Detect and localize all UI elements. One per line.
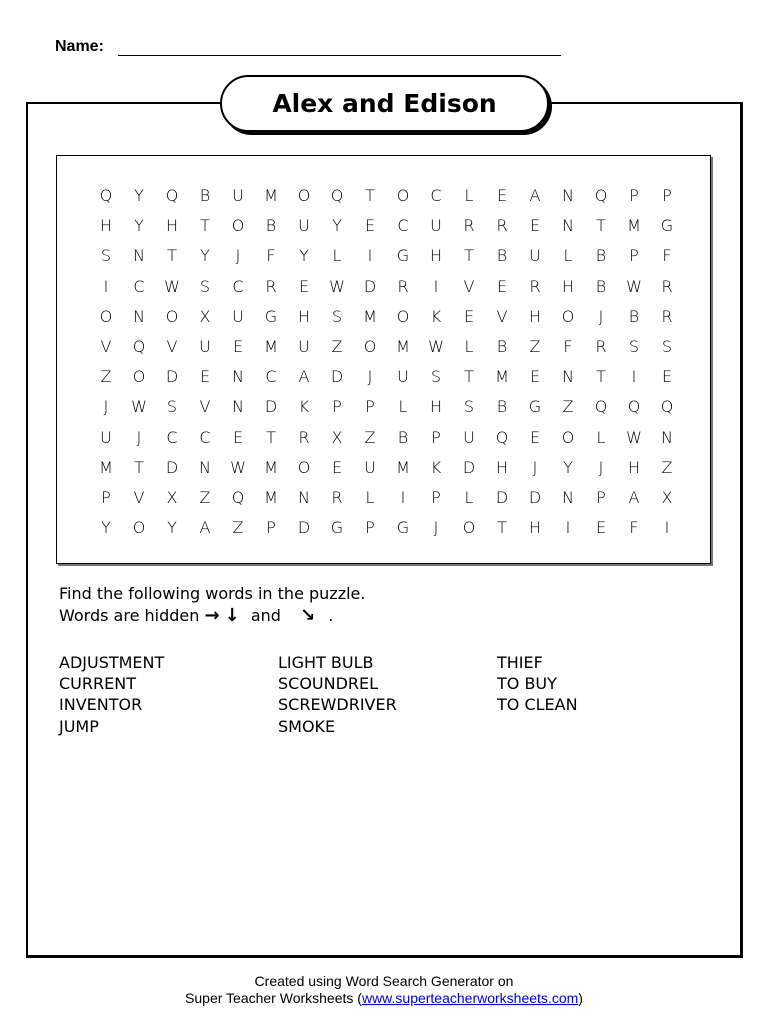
grid-letter: A bbox=[298, 367, 310, 387]
instructions-period: . bbox=[328, 606, 334, 625]
grid-letter: S bbox=[331, 306, 343, 326]
grid-letter: O bbox=[462, 518, 476, 538]
grid-letter: S bbox=[166, 397, 178, 417]
grid-letter: N bbox=[232, 397, 244, 417]
grid-letter: J bbox=[136, 427, 142, 447]
page-title: Alex and Edison bbox=[272, 89, 497, 118]
grid-letter: H bbox=[627, 457, 641, 477]
grid-letter: A bbox=[529, 186, 541, 205]
grid-letter: E bbox=[529, 427, 541, 447]
grid-letter: R bbox=[463, 216, 475, 236]
grid-letter: S bbox=[199, 276, 211, 296]
grid-letter: H bbox=[528, 306, 542, 326]
grid-letter: N bbox=[199, 457, 211, 477]
grid-letter: H bbox=[528, 518, 542, 538]
grid-letter: M bbox=[99, 457, 113, 477]
grid-letter: T bbox=[464, 246, 474, 266]
grid-letter: U bbox=[199, 337, 211, 356]
grid-letter: W bbox=[230, 457, 246, 477]
grid-letter: I bbox=[565, 518, 571, 538]
grid-letter: Y bbox=[200, 246, 210, 266]
grid-letter: O bbox=[561, 306, 575, 326]
footer-line1: Created using Word Search Generator on bbox=[254, 973, 514, 989]
grid-letter: U bbox=[100, 427, 112, 447]
grid-letter: W bbox=[626, 276, 642, 296]
grid-letter: U bbox=[463, 427, 475, 447]
grid-letter: E bbox=[529, 216, 541, 236]
grid-letter: S bbox=[100, 246, 112, 266]
grid-letter: H bbox=[429, 397, 443, 417]
grid-letter: N bbox=[133, 246, 145, 266]
grid-letter: V bbox=[100, 337, 112, 356]
grid-letter: O bbox=[231, 216, 245, 236]
grid-letter: N bbox=[562, 216, 574, 236]
grid-letter: X bbox=[331, 427, 343, 447]
word-list-item: JUMP bbox=[59, 716, 99, 736]
grid-letter: L bbox=[332, 246, 342, 266]
grid-letter: V bbox=[133, 488, 145, 507]
grid-letter: O bbox=[99, 306, 113, 326]
grid-letter: Q bbox=[231, 488, 245, 507]
grid-letter: L bbox=[464, 186, 474, 205]
grid-letter: P bbox=[596, 488, 606, 507]
footer-link[interactable]: www.superteacherworksheets.com bbox=[361, 990, 579, 1006]
grid-letter: S bbox=[661, 337, 673, 356]
grid-letter: D bbox=[495, 488, 509, 507]
grid-letter: N bbox=[562, 488, 574, 507]
grid-letter: N bbox=[661, 427, 673, 447]
grid-letter: M bbox=[264, 337, 278, 356]
grid-letter: V bbox=[166, 337, 178, 356]
grid-letter: R bbox=[595, 337, 607, 356]
grid-letter: Q bbox=[627, 397, 641, 417]
grid-letter: L bbox=[596, 427, 606, 447]
grid-letter: E bbox=[661, 367, 673, 387]
grid-letter: V bbox=[496, 306, 508, 326]
grid-letter: I bbox=[400, 488, 406, 507]
word-list-item: INVENTOR bbox=[59, 695, 143, 715]
grid-letter: H bbox=[297, 306, 311, 326]
grid-letter: M bbox=[396, 457, 410, 477]
word-list-item: SMOKE bbox=[278, 716, 336, 736]
word-list-item: TO CLEAN bbox=[497, 695, 578, 715]
word-list-item: SCREWDRIVER bbox=[278, 695, 397, 715]
grid-letter: L bbox=[464, 488, 474, 507]
grid-letter: F bbox=[563, 337, 573, 356]
grid-letter: Z bbox=[100, 367, 112, 387]
grid-letter: Q bbox=[132, 337, 146, 356]
grid-letter: O bbox=[396, 306, 410, 326]
grid-letter: W bbox=[131, 397, 147, 417]
grid-letter: P bbox=[101, 488, 111, 507]
grid-letter: B bbox=[595, 246, 607, 266]
grid-letter: E bbox=[331, 457, 343, 477]
grid-letter: T bbox=[497, 518, 507, 538]
grid-letter: S bbox=[463, 397, 475, 417]
grid-letter: N bbox=[298, 488, 310, 507]
grid-letter: E bbox=[199, 367, 211, 387]
grid-letter: D bbox=[462, 457, 476, 477]
grid-letter: K bbox=[298, 397, 310, 417]
grid-letter: O bbox=[132, 518, 146, 538]
grid-letter: Z bbox=[562, 397, 574, 417]
grid-letter: B bbox=[628, 306, 640, 326]
grid-letter: P bbox=[431, 488, 441, 507]
grid-letter: L bbox=[563, 246, 573, 266]
grid-letter: G bbox=[396, 518, 410, 538]
grid-letter: Z bbox=[232, 518, 244, 538]
grid-letter: Z bbox=[364, 427, 376, 447]
grid-letter: B bbox=[496, 246, 508, 266]
grid-letter: H bbox=[99, 216, 113, 236]
title-banner bbox=[220, 75, 549, 132]
grid-letter: J bbox=[433, 518, 439, 538]
grid-letter: R bbox=[661, 276, 673, 296]
grid-letter: U bbox=[529, 246, 541, 266]
grid-letter: C bbox=[232, 276, 244, 296]
grid-letter: W bbox=[428, 337, 444, 356]
grid-letter: M bbox=[396, 337, 410, 356]
grid-letter: C bbox=[166, 427, 178, 447]
grid-letter: Y bbox=[299, 246, 309, 266]
grid-letter: R bbox=[298, 427, 310, 447]
grid-letter: I bbox=[103, 276, 109, 296]
grid-letter: B bbox=[595, 276, 607, 296]
grid-letter: P bbox=[431, 427, 441, 447]
grid-letter: C bbox=[133, 276, 145, 296]
grid-letter: X bbox=[661, 488, 673, 507]
grid-letter: Q bbox=[330, 186, 344, 205]
arrow-down-icon: ↓ bbox=[224, 605, 240, 626]
grid-letter: O bbox=[363, 337, 377, 356]
grid-letter: R bbox=[496, 216, 508, 236]
grid-letter: J bbox=[532, 457, 538, 477]
grid-letter: I bbox=[664, 518, 670, 538]
grid-letter: P bbox=[662, 186, 672, 205]
grid-letter: P bbox=[365, 518, 375, 538]
grid-letter: Z bbox=[199, 488, 211, 507]
grid-letter: I bbox=[367, 246, 373, 266]
grid-letter: Y bbox=[332, 216, 342, 236]
grid-letter: C bbox=[265, 367, 277, 387]
grid-letter: F bbox=[629, 518, 639, 538]
grid-letter: B bbox=[265, 216, 277, 236]
grid-letter: P bbox=[629, 186, 639, 205]
grid-letter: G bbox=[660, 216, 674, 236]
footer-line2 bbox=[0, 990, 768, 1006]
instructions-line1: Find the following words in the puzzle. bbox=[59, 584, 366, 603]
grid-letter: T bbox=[365, 186, 375, 205]
grid-letter: F bbox=[266, 246, 276, 266]
word-list-item: LIGHT BULB bbox=[278, 653, 374, 672]
grid-letter: G bbox=[330, 518, 344, 538]
grid-letter: U bbox=[364, 457, 376, 477]
grid-letter: E bbox=[364, 216, 376, 236]
grid-letter: T bbox=[167, 246, 177, 266]
grid-letter: J bbox=[598, 457, 604, 477]
grid-letter: H bbox=[165, 216, 179, 236]
grid-letter: R bbox=[397, 276, 409, 296]
grid-letter: O bbox=[297, 186, 311, 205]
grid-letter: M bbox=[363, 306, 377, 326]
grid-letter: Q bbox=[495, 427, 509, 447]
grid-letter: M bbox=[264, 457, 278, 477]
name-label: Name: bbox=[55, 38, 104, 55]
name-line[interactable] bbox=[118, 55, 561, 56]
grid-letter: K bbox=[430, 306, 442, 326]
grid-letter: I bbox=[631, 367, 637, 387]
grid-letter: M bbox=[264, 186, 278, 205]
grid-letter: B bbox=[496, 337, 508, 356]
grid-letter: U bbox=[298, 216, 310, 236]
grid-letter: R bbox=[331, 488, 343, 507]
grid-letter: Y bbox=[101, 518, 111, 538]
grid-letter: D bbox=[165, 457, 179, 477]
grid-letter: S bbox=[430, 367, 442, 387]
grid-letter: R bbox=[661, 306, 673, 326]
grid-letter: T bbox=[464, 367, 474, 387]
grid-letter: H bbox=[495, 457, 509, 477]
grid-letter: N bbox=[562, 186, 574, 205]
grid-letter: O bbox=[165, 306, 179, 326]
grid-letter: F bbox=[662, 246, 672, 266]
grid-letter: D bbox=[528, 488, 542, 507]
grid-letter: T bbox=[596, 367, 606, 387]
grid-letter: Q bbox=[660, 397, 674, 417]
grid-letter: Y bbox=[563, 457, 573, 477]
grid-letter: T bbox=[596, 216, 606, 236]
grid-letter: U bbox=[232, 306, 244, 326]
grid-letter: K bbox=[430, 457, 442, 477]
grid-letter: E bbox=[463, 306, 475, 326]
grid-letter: E bbox=[496, 276, 508, 296]
arrow-right-icon: → bbox=[204, 605, 220, 626]
grid-letter: Q bbox=[594, 186, 608, 205]
grid-letter: P bbox=[332, 397, 342, 417]
grid-letter: J bbox=[235, 246, 241, 266]
grid-letter: H bbox=[429, 246, 443, 266]
grid-letter: G bbox=[264, 306, 278, 326]
word-list-item: ADJUSTMENT bbox=[59, 653, 165, 672]
grid-letter: G bbox=[528, 397, 542, 417]
grid-letter: V bbox=[463, 276, 475, 296]
grid-letter: Q bbox=[99, 186, 113, 205]
grid-letter: A bbox=[628, 488, 640, 507]
grid-letter: C bbox=[199, 427, 211, 447]
grid-letter: A bbox=[199, 518, 211, 538]
grid-letter: E bbox=[496, 186, 508, 205]
grid-letter: U bbox=[298, 337, 310, 356]
grid-letter: P bbox=[266, 518, 276, 538]
grid-letter: Y bbox=[167, 518, 177, 538]
grid-letter: M bbox=[495, 367, 509, 387]
arrow-diagonal-icon: ↘ bbox=[300, 605, 316, 626]
grid-letter: U bbox=[232, 186, 244, 205]
grid-letter: L bbox=[365, 488, 375, 507]
grid-letter: R bbox=[529, 276, 541, 296]
grid-letter: P bbox=[629, 246, 639, 266]
grid-letter: T bbox=[134, 457, 144, 477]
grid-letter: Q bbox=[594, 397, 608, 417]
word-list-item: SCOUNDREL bbox=[278, 674, 379, 694]
grid-letter: J bbox=[598, 306, 604, 326]
word-list-item: THIEF bbox=[497, 653, 543, 672]
grid-letter: E bbox=[232, 427, 244, 447]
grid-letter: C bbox=[397, 216, 409, 236]
grid-letter: D bbox=[297, 518, 311, 538]
footer-suffix: ) bbox=[578, 990, 583, 1006]
grid-letter: P bbox=[365, 397, 375, 417]
grid-letter: Y bbox=[134, 186, 144, 205]
grid-letter: W bbox=[164, 276, 180, 296]
grid-letter: U bbox=[430, 216, 442, 236]
grid-letter: O bbox=[561, 427, 575, 447]
grid-letter: T bbox=[266, 427, 276, 447]
instructions-and: and bbox=[250, 606, 281, 625]
word-list-item: TO BUY bbox=[497, 674, 557, 694]
grid-letter: Z bbox=[529, 337, 541, 356]
grid-letter: D bbox=[165, 367, 179, 387]
grid-letter: L bbox=[398, 397, 408, 417]
grid-letter: E bbox=[232, 337, 244, 356]
grid-letter: H bbox=[561, 276, 575, 296]
grid-letter: J bbox=[367, 367, 373, 387]
grid-letter: R bbox=[265, 276, 277, 296]
grid-letter: L bbox=[464, 337, 474, 356]
grid-letter: V bbox=[199, 397, 211, 417]
grid-letter: B bbox=[397, 427, 409, 447]
grid-letter: Z bbox=[331, 337, 343, 356]
grid-letter: X bbox=[199, 306, 211, 326]
grid-letter: Z bbox=[661, 457, 673, 477]
footer-prefix: Super Teacher Worksheets ( bbox=[185, 990, 362, 1006]
grid-letter: N bbox=[232, 367, 244, 387]
grid-letter: M bbox=[264, 488, 278, 507]
grid-letter: M bbox=[627, 216, 641, 236]
grid-letter: O bbox=[132, 367, 146, 387]
grid-letter: D bbox=[330, 367, 344, 387]
grid-letter: I bbox=[433, 276, 439, 296]
instructions-prefix: Words are hidden bbox=[59, 606, 200, 625]
grid-letter: J bbox=[103, 397, 109, 417]
grid-letter: X bbox=[166, 488, 178, 507]
grid-letter: U bbox=[397, 367, 409, 387]
grid-letter: Y bbox=[134, 216, 144, 236]
grid-letter: B bbox=[496, 397, 508, 417]
grid-letter: T bbox=[200, 216, 210, 236]
instructions-line2 bbox=[59, 605, 333, 626]
grid-letter: N bbox=[133, 306, 145, 326]
grid-letter: C bbox=[430, 186, 442, 205]
grid-letter: D bbox=[363, 276, 377, 296]
grid-letter: E bbox=[298, 276, 310, 296]
grid-letter: G bbox=[396, 246, 410, 266]
grid-letter: D bbox=[264, 397, 278, 417]
grid-letter: N bbox=[562, 367, 574, 387]
word-list-item: CURRENT bbox=[59, 674, 136, 694]
grid-letter: Q bbox=[165, 186, 179, 205]
grid-letter: O bbox=[297, 457, 311, 477]
grid-letter: S bbox=[628, 337, 640, 356]
grid-letter: E bbox=[595, 518, 607, 538]
grid-letter: W bbox=[626, 427, 642, 447]
grid-letter: W bbox=[329, 276, 345, 296]
grid-letter: O bbox=[396, 186, 410, 205]
grid-letter: B bbox=[199, 186, 211, 205]
grid-letter: E bbox=[529, 367, 541, 387]
